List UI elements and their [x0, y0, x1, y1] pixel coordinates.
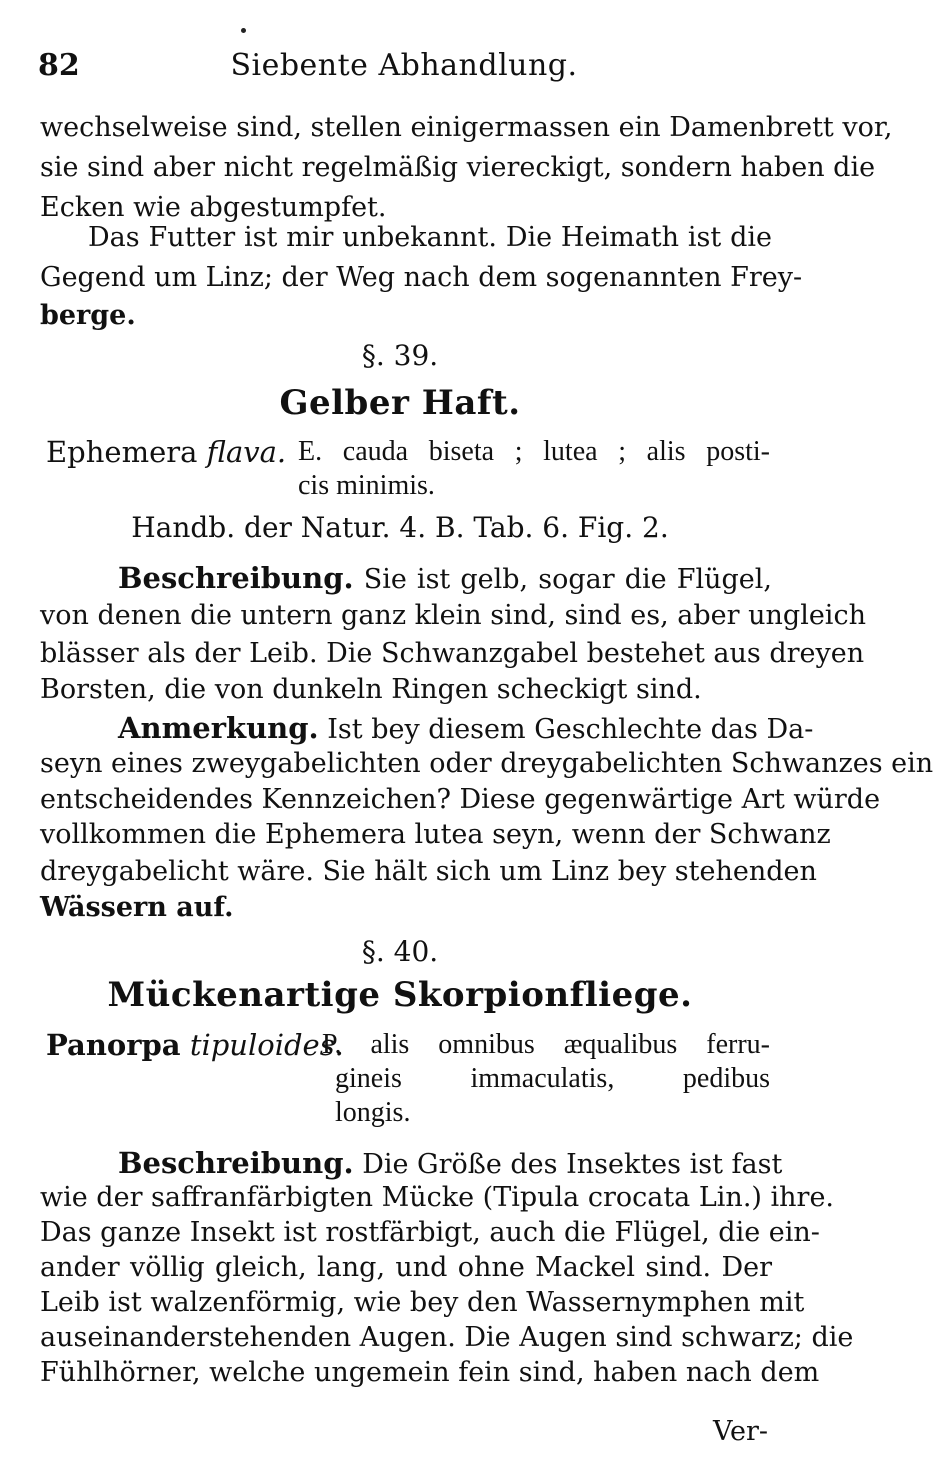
remark-line: entscheidendes Kennzeichen? Diese gegenwärtige Art würde — [40, 784, 881, 815]
intro-line: Ecken wie abgestumpfet. — [40, 192, 387, 223]
diagnosis-line: cis minimis. — [298, 470, 435, 501]
intro-line: sie sind aber nicht regelmäßig viereckigt, sondern haben die — [40, 152, 876, 183]
remark-label: Anmerkung. — [118, 711, 319, 745]
running-title: Siebente Abhandlung. — [230, 48, 578, 83]
section-number: §. 39. — [361, 339, 439, 372]
remark-line: vollkommen die Ephemera lutea seyn, wenn der Schwanz — [40, 819, 831, 850]
species-name — [46, 433, 286, 471]
diagnosis-line: E. cauda biseta ; lutea ; alis posti- — [298, 436, 770, 467]
section-title: Mückenartige Skorpionfliege. — [107, 975, 693, 1015]
remark-text: Ist bey diesem Geschlechte das Da- — [327, 714, 814, 745]
food-line: Das Futter ist mir unbekannt. Die Heimath ist die — [88, 222, 772, 253]
description-line: Das ganze Insekt ist rostfärbigt, auch die Flügel, die ein- — [40, 1217, 820, 1248]
description-line: Leib ist walzenförmig, wie bey den Wassernymphen mit — [40, 1287, 805, 1318]
description-line: Borsten, die von dunkeln Ringen scheckigt sind. — [40, 674, 702, 705]
diagnosis-line: gineis immaculatis, pedibus — [335, 1063, 770, 1094]
remark-line: seyn eines zweygabelichten oder dreygabelichten Schwanzes ein — [40, 748, 933, 779]
genus: Panorpa — [46, 1028, 181, 1062]
species-name — [46, 1026, 344, 1064]
description-label: Beschreibung. — [118, 561, 354, 595]
description-line: blässer als der Leib. Die Schwanzgabel bestehet aus dreyen — [40, 638, 865, 669]
food-line: Gegend um Linz; der Weg nach dem sogenannten Frey- — [40, 262, 803, 293]
ink-speck — [241, 28, 246, 33]
species-epithet: flava. — [206, 435, 287, 469]
food-line: berge. — [40, 300, 136, 331]
remark-line: dreygabelicht wäre. Sie hält sich um Linz bey stehenden — [40, 856, 817, 887]
description-first-line — [118, 558, 772, 600]
description-line: ander völlig gleich, lang, und ohne Mackel sind. Der — [40, 1252, 772, 1283]
description-line: von denen die untern ganz klein sind, sind es, aber ungleich — [40, 600, 866, 631]
intro-line: wechselweise sind, stellen einigermassen ein Damenbrett vor, — [40, 112, 893, 143]
description-line: auseinanderstehenden Augen. Die Augen sind schwarz; die — [40, 1322, 854, 1353]
description-text: Die Größe des Insektes ist fast — [362, 1149, 783, 1180]
catchword: Ver- — [712, 1416, 768, 1447]
page-header — [38, 48, 770, 88]
description-line: Fühlhörner, welche ungemein fein sind, haben nach dem — [40, 1357, 820, 1388]
diagnosis-line: P. alis omnibus æqualibus ferru- — [322, 1029, 770, 1060]
diagnosis-line: longis. — [335, 1097, 411, 1128]
literature-reference: Handb. der Natur. 4. B. Tab. 6. Fig. 2. — [131, 511, 669, 544]
section-title: Gelber Haft. — [279, 383, 521, 423]
description-line: wie der saffranfärbigten Mücke (Tipula crocata Lin.) ihre. — [40, 1182, 835, 1213]
section-number: §. 40. — [361, 935, 439, 968]
description-label: Beschreibung. — [118, 1146, 354, 1180]
remark-line: Wässern auf. — [40, 892, 234, 923]
description-text: Sie ist gelb, sogar die Flügel, — [363, 564, 772, 595]
page-number: 82 — [38, 48, 80, 83]
genus: Ephemera — [46, 435, 198, 469]
species-epithet: tipuloides. — [189, 1028, 344, 1062]
